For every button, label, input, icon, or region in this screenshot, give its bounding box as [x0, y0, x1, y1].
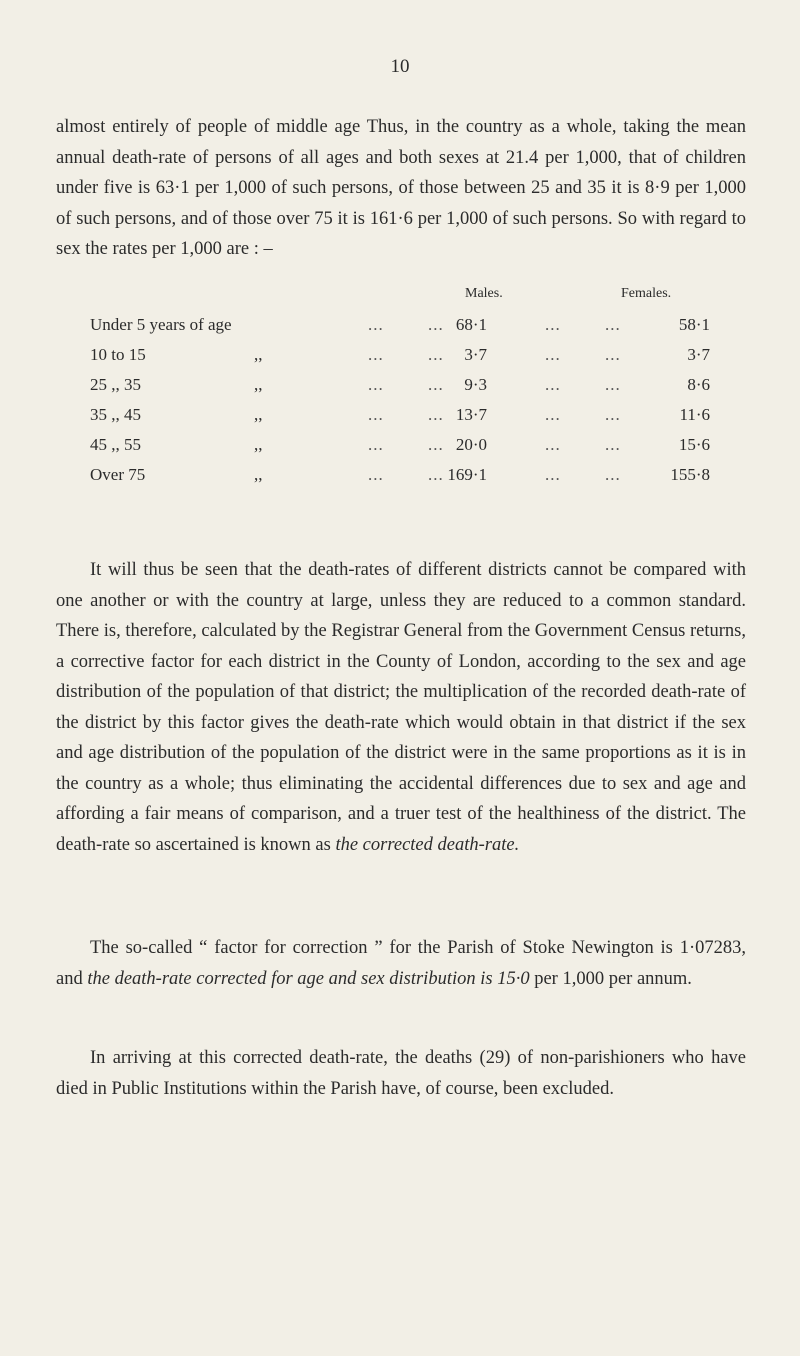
age-group: Under 5 years of age — [90, 315, 232, 334]
age-group: 10 to 15 — [90, 345, 146, 364]
leader-dots: ... — [545, 375, 561, 394]
corrected-death-rate-term: the corrected death-rate. — [335, 834, 520, 855]
leader-dots: ... — [428, 315, 444, 334]
ditto-mark: ,, — [254, 405, 263, 424]
leader-dots: ... — [428, 345, 444, 364]
table-row — [0, 375, 800, 405]
ditto-mark: ,, — [254, 435, 263, 454]
leader-dots: ... — [605, 435, 621, 454]
leader-dots: ... — [368, 375, 384, 394]
table-row — [0, 435, 800, 465]
page-number: 10 — [390, 56, 410, 77]
exclusion-paragraph: In arriving at this corrected death-rate, the deaths (29) of non-parishioners who have died in Public Institutions within the Parish have, of course, been excluded. — [56, 1048, 746, 1099]
paragraph-text: per 1,000 per annum. — [534, 968, 692, 989]
leader-dots: ... — [428, 435, 444, 454]
leader-dots: ... — [545, 315, 561, 334]
age-group: 45 ,, 55 — [90, 435, 141, 454]
paragraph-text: The so-called “ factor for correction ” for the Parish of Stoke Newington is 1·07283, and — [56, 938, 746, 989]
corrected-rate-statement: the death-rate corrected for age and sex distribution is 15·0 — [87, 968, 530, 989]
leader-dots: ... — [428, 375, 444, 394]
males-column-header: Males. — [465, 286, 503, 301]
ditto-mark: ,, — [254, 345, 263, 364]
table-row — [0, 345, 800, 375]
male-rate: 9·3 — [464, 375, 487, 394]
leader-dots: ... — [545, 345, 561, 364]
table-row — [0, 315, 800, 345]
leader-dots: ... — [605, 375, 621, 394]
leader-dots: ... — [428, 405, 444, 424]
female-rate: 3·7 — [687, 345, 710, 364]
ditto-mark: ,, — [254, 375, 263, 394]
female-rate: 11·6 — [679, 405, 710, 424]
leader-dots: ... — [428, 465, 444, 484]
male-rate: 68·1 — [455, 315, 487, 334]
leader-dots: ... — [605, 315, 621, 334]
leader-dots: ... — [605, 345, 621, 364]
age-group: 35 ,, 45 — [90, 405, 141, 424]
ditto-mark: ,, — [254, 465, 263, 484]
leader-dots: ... — [545, 435, 561, 454]
female-rate: 8·6 — [687, 375, 710, 394]
leader-dots: ... — [368, 345, 384, 364]
age-group: 25 ,, 35 — [90, 375, 141, 394]
leader-dots: ... — [368, 465, 384, 484]
male-rate: 169·1 — [447, 465, 487, 484]
age-group: Over 75 — [90, 465, 146, 484]
female-rate: 155·8 — [670, 465, 710, 484]
leader-dots: ... — [545, 465, 561, 484]
male-rate: 13·7 — [455, 405, 487, 424]
leader-dots: ... — [368, 405, 384, 424]
paragraph-text: It will thus be seen that the death-rates of different districts cannot be compared with one another or with the country at large, unless they are reduced to a common standard. There is, therefore, calculated by the Registrar General from the Government Census returns, a corrective factor for each district in the County of London, according to the sex and age distribution of the population of that district; the multiplication of the recorded death-rate of the district by this factor gives the death-rate which would obtain in that district if the sex and age distribution of the population of the district were in the same proportions as it is in the country as a whole; thus eliminating the accidental differences due to sex and age and affording a fair means of comparison, and a truer test of the healthiness of the district. The death-rate so ascertained is known as — [56, 560, 746, 855]
table-row — [0, 465, 800, 495]
male-rate: 20·0 — [455, 435, 487, 454]
leader-dots: ... — [368, 315, 384, 334]
leader-dots: ... — [605, 405, 621, 424]
leader-dots: ... — [605, 465, 621, 484]
females-column-header: Females. — [621, 286, 672, 301]
correction-factor-paragraph — [56, 933, 746, 994]
intro-paragraph: almost entirely of people of middle age Thus, in the country as a whole, taking the mean annual death-rate of persons of all ages and both sexes at 21.4 per 1,000, that of children under five is 63·1 per 1,000 of such persons, of those between 25 and 35 it is 8·9 per 1,000 of such persons, and of those over 75 it is 161·6 per 1,000 of such persons. So with regard to sex the rates per 1,000 are : – — [56, 117, 746, 259]
male-rate: 3·7 — [464, 345, 487, 364]
leader-dots: ... — [545, 405, 561, 424]
female-rate: 15·6 — [678, 435, 710, 454]
female-rate: 58·1 — [678, 315, 710, 334]
table-row — [0, 405, 800, 435]
leader-dots: ... — [368, 435, 384, 454]
standardization-paragraph — [56, 555, 746, 860]
